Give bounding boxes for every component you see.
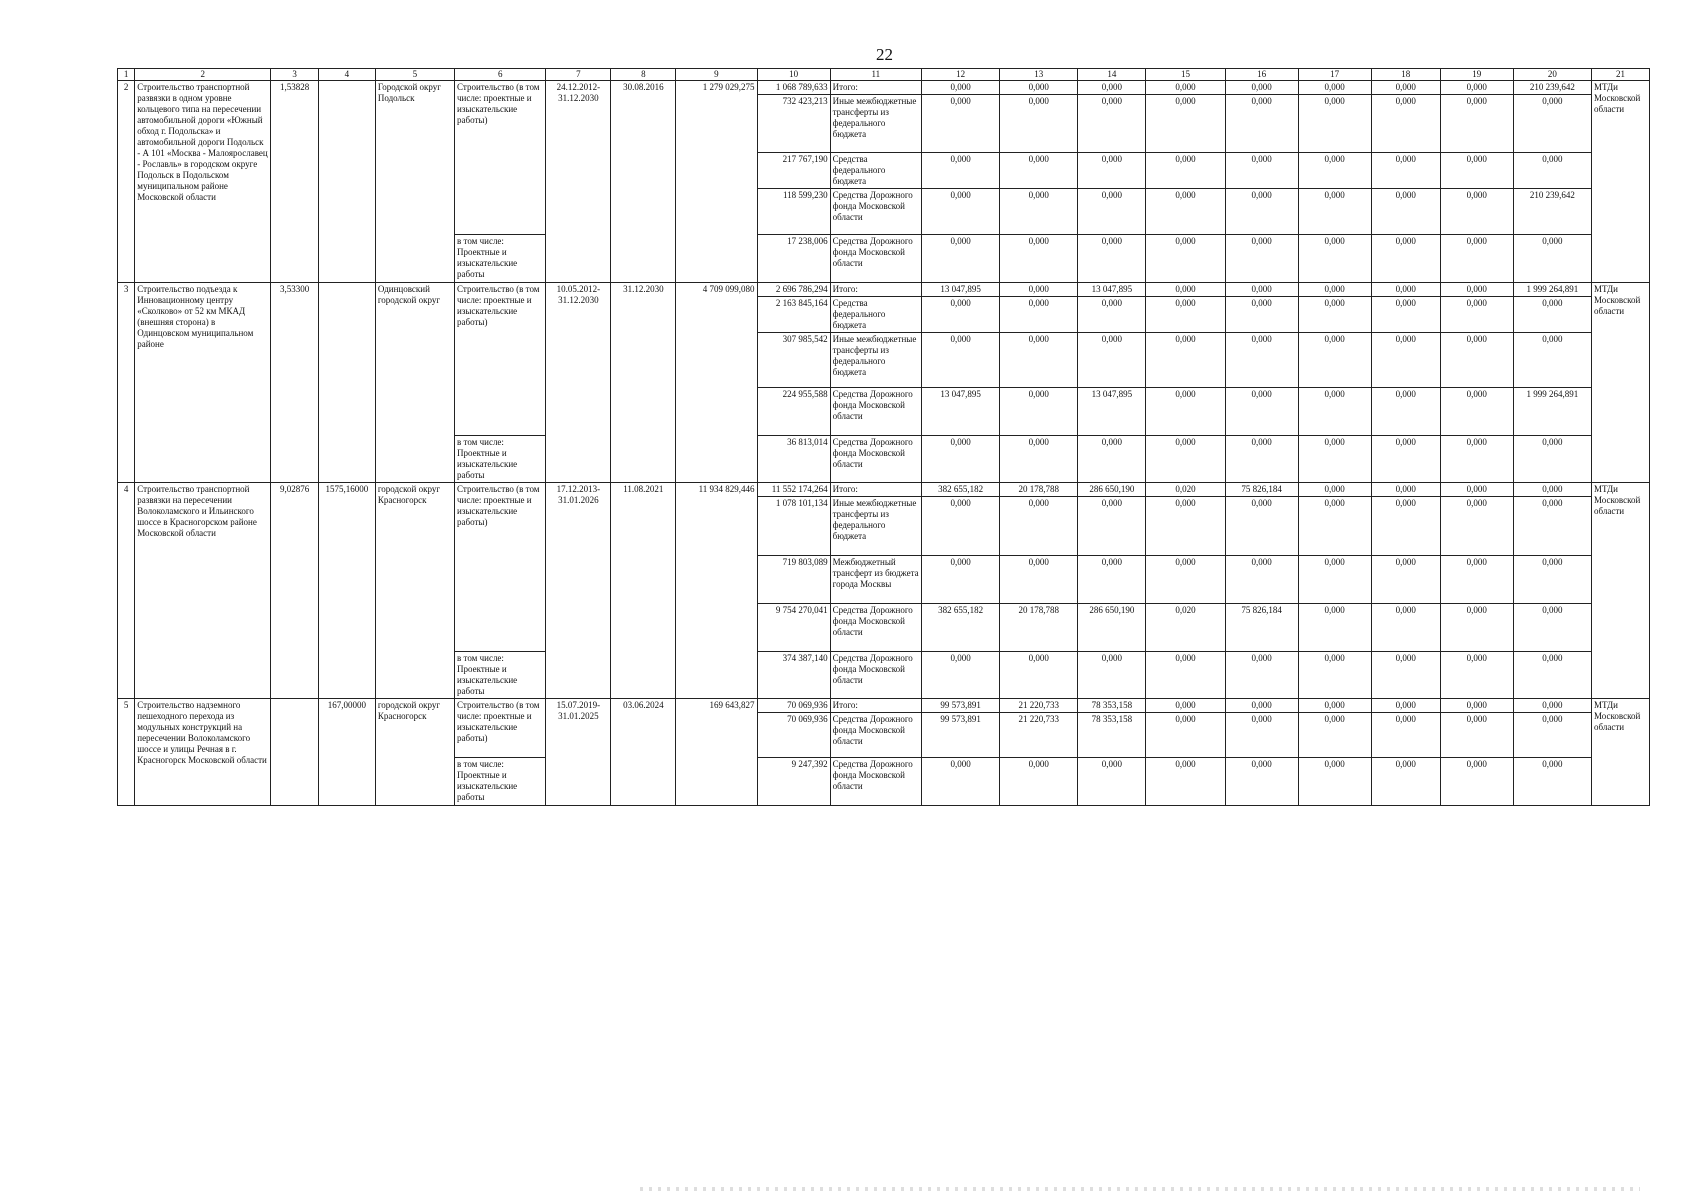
year-amount: 0,000 xyxy=(1146,333,1225,388)
year-amount: 0,000 xyxy=(1371,333,1440,388)
year-amount: 0,000 xyxy=(1440,483,1513,497)
funding-source: Итого: xyxy=(830,81,921,95)
funding-source: Средства федерального бюджета xyxy=(830,297,921,333)
year-amount: 0,000 xyxy=(1078,556,1146,604)
location: городской округ Красногорск xyxy=(375,483,454,699)
funding-source: Межбюджетный трансферт из бюджета города Москвы xyxy=(830,556,921,604)
year-amount: 210 239,642 xyxy=(1513,189,1591,235)
financed-amount: 11 552 174,264 xyxy=(757,483,830,497)
year-amount: 0,000 xyxy=(921,652,999,699)
year-amount: 0,000 xyxy=(1146,283,1225,297)
year-amount: 0,000 xyxy=(1371,436,1440,483)
column-number: 4 xyxy=(318,69,375,81)
year-amount: 0,000 xyxy=(1298,556,1371,604)
object-name: Строительство транспортной развязки в одном уровне кольцевого типа на пересечении автомобильной дороги «Южный обход г. Подольска» и автомобильной дороги Подольск - А 101 «Москва - Малоярославец - Рославль» в городском округе Подольск в Подольском муниципальном районе Московской области xyxy=(135,81,271,283)
year-amount: 0,000 xyxy=(1000,497,1078,556)
year-amount: 0,000 xyxy=(1371,283,1440,297)
year-amount: 0,000 xyxy=(1371,483,1440,497)
year-amount: 0,000 xyxy=(1513,497,1591,556)
year-amount: 0,000 xyxy=(1225,153,1298,189)
year-amount: 0,000 xyxy=(1225,283,1298,297)
year-amount: 0,000 xyxy=(1440,652,1513,699)
year-amount: 0,000 xyxy=(1440,153,1513,189)
funding-source: Иные межбюджетные трансферты из федерального бюджета xyxy=(830,333,921,388)
year-amount: 0,000 xyxy=(1440,297,1513,333)
year-amount: 0,000 xyxy=(1371,81,1440,95)
capacity-km xyxy=(271,699,319,806)
year-amount: 0,000 xyxy=(1000,556,1078,604)
capacity-km: 3,53300 xyxy=(271,283,319,483)
page-number: 22 xyxy=(876,45,893,64)
work-type-sub: в том числе: Проектные и изыскательские работы xyxy=(455,652,546,699)
year-amount: 13 047,895 xyxy=(921,283,999,297)
year-amount: 0,000 xyxy=(1146,699,1225,713)
year-amount: 0,000 xyxy=(921,556,999,604)
year-amount: 0,000 xyxy=(1225,333,1298,388)
year-amount: 0,000 xyxy=(1513,699,1591,713)
location: городской округ Красногорск xyxy=(375,699,454,806)
column-number: 9 xyxy=(676,69,757,81)
year-amount: 382 655,182 xyxy=(921,483,999,497)
year-amount: 0,000 xyxy=(1513,483,1591,497)
year-amount: 0,000 xyxy=(921,333,999,388)
year-amount: 0,000 xyxy=(1440,283,1513,297)
financed-amount: 224 955,588 xyxy=(757,388,830,436)
column-number: 15 xyxy=(1146,69,1225,81)
year-amount: 0,000 xyxy=(1371,652,1440,699)
year-amount: 0,000 xyxy=(1225,297,1298,333)
year-amount: 0,000 xyxy=(1513,556,1591,604)
year-amount: 0,000 xyxy=(1440,556,1513,604)
year-amount: 0,000 xyxy=(1513,652,1591,699)
year-amount: 0,020 xyxy=(1146,483,1225,497)
object-name: Строительство транспортной развязки на пересечении Волоколамского и Ильинского шоссе в Красногорском районе Московской области xyxy=(135,483,271,699)
year-amount: 0,000 xyxy=(1298,483,1371,497)
funding-source: Средства Дорожного фонда Московской области xyxy=(830,713,921,758)
year-amount: 0,000 xyxy=(1225,758,1298,806)
column-number: 14 xyxy=(1078,69,1146,81)
column-number: 10 xyxy=(757,69,830,81)
year-amount: 0,000 xyxy=(1513,95,1591,153)
year-amount: 0,000 xyxy=(1298,333,1371,388)
financed-amount: 36 813,014 xyxy=(757,436,830,483)
total-cost: 11 934 829,446 xyxy=(676,483,757,699)
funding-source: Иные межбюджетные трансферты из федерального бюджета xyxy=(830,95,921,153)
row-number: 4 xyxy=(118,483,135,699)
year-amount: 0,020 xyxy=(1146,604,1225,652)
capacity-m xyxy=(318,81,375,283)
responsible-body: МТДи Московской области xyxy=(1592,283,1650,483)
table-row xyxy=(118,81,1650,95)
year-amount: 0,000 xyxy=(1000,297,1078,333)
work-type: Строительство (в том числе: проектные и изыскательские работы) xyxy=(455,699,546,758)
year-amount: 0,000 xyxy=(1000,758,1078,806)
column-number: 11 xyxy=(830,69,921,81)
year-amount: 0,000 xyxy=(1371,189,1440,235)
year-amount: 0,000 xyxy=(1225,713,1298,758)
year-amount: 20 178,788 xyxy=(1000,604,1078,652)
column-number: 2 xyxy=(135,69,271,81)
year-amount: 0,000 xyxy=(1000,189,1078,235)
year-amount: 0,000 xyxy=(1078,333,1146,388)
year-amount: 0,000 xyxy=(1513,758,1591,806)
year-amount: 0,000 xyxy=(1371,758,1440,806)
year-amount: 0,000 xyxy=(1513,713,1591,758)
column-number-row xyxy=(118,69,1650,81)
column-number: 1 xyxy=(118,69,135,81)
funding-source: Средства Дорожного фонда Московской области xyxy=(830,758,921,806)
responsible-body: МТДи Московской области xyxy=(1592,699,1650,806)
financed-amount: 17 238,006 xyxy=(757,235,830,283)
year-amount: 0,000 xyxy=(1298,81,1371,95)
year-amount: 0,000 xyxy=(1146,297,1225,333)
funding-source: Средства Дорожного фонда Московской области xyxy=(830,189,921,235)
column-number: 12 xyxy=(921,69,999,81)
year-amount: 0,000 xyxy=(1225,189,1298,235)
year-amount: 382 655,182 xyxy=(921,604,999,652)
object-name: Строительство надземного пешеходного перехода из модульных конструкций на пересечении Волоколамского шоссе и улицы Речная в г. Красногорск Московской области xyxy=(135,699,271,806)
funding-source: Средства Дорожного фонда Московской области xyxy=(830,235,921,283)
year-amount: 0,000 xyxy=(1225,388,1298,436)
year-amount: 1 999 264,891 xyxy=(1513,388,1591,436)
financed-amount: 1 068 789,633 xyxy=(757,81,830,95)
column-number: 17 xyxy=(1298,69,1371,81)
funding-source: Средства Дорожного фонда Московской области xyxy=(830,652,921,699)
year-amount: 0,000 xyxy=(921,153,999,189)
work-period: 15.07.2019-31.01.2025 xyxy=(546,699,611,806)
capacity-m xyxy=(318,283,375,483)
financed-amount: 719 803,089 xyxy=(757,556,830,604)
year-amount: 0,000 xyxy=(1078,81,1146,95)
funding-source: Итого: xyxy=(830,699,921,713)
completion-date: 03.06.2024 xyxy=(611,699,676,806)
financed-amount: 9 247,392 xyxy=(757,758,830,806)
financed-amount: 2 163 845,164 xyxy=(757,297,830,333)
work-period: 10.05.2012-31.12.2030 xyxy=(546,283,611,483)
total-cost: 169 643,827 xyxy=(676,699,757,806)
responsible-body: МТДи Московской области xyxy=(1592,81,1650,283)
row-number: 3 xyxy=(118,283,135,483)
year-amount: 0,000 xyxy=(1298,189,1371,235)
column-number: 13 xyxy=(1000,69,1078,81)
year-amount: 0,000 xyxy=(1371,297,1440,333)
year-amount: 0,000 xyxy=(1298,699,1371,713)
year-amount: 0,000 xyxy=(1513,604,1591,652)
year-amount: 0,000 xyxy=(1146,388,1225,436)
year-amount: 0,000 xyxy=(1225,436,1298,483)
year-amount: 0,000 xyxy=(1371,713,1440,758)
year-amount: 0,000 xyxy=(1371,556,1440,604)
year-amount: 0,000 xyxy=(921,297,999,333)
year-amount: 0,000 xyxy=(1440,436,1513,483)
year-amount: 13 047,895 xyxy=(1078,283,1146,297)
year-amount: 0,000 xyxy=(1225,235,1298,283)
scan-artifact xyxy=(640,1187,1640,1191)
total-cost: 1 279 029,275 xyxy=(676,81,757,283)
year-amount: 0,000 xyxy=(1225,699,1298,713)
year-amount: 0,000 xyxy=(1078,95,1146,153)
row-number: 2 xyxy=(118,81,135,283)
year-amount: 0,000 xyxy=(1298,297,1371,333)
financed-amount: 1 078 101,134 xyxy=(757,497,830,556)
year-amount: 0,000 xyxy=(1298,283,1371,297)
year-amount: 13 047,895 xyxy=(1078,388,1146,436)
year-amount: 0,000 xyxy=(1225,81,1298,95)
row-number: 5 xyxy=(118,699,135,806)
year-amount: 0,000 xyxy=(1078,758,1146,806)
completion-date: 31.12.2030 xyxy=(611,283,676,483)
column-number: 5 xyxy=(375,69,454,81)
year-amount: 78 353,158 xyxy=(1078,699,1146,713)
year-amount: 0,000 xyxy=(1513,436,1591,483)
year-amount: 0,000 xyxy=(1000,81,1078,95)
column-number: 7 xyxy=(546,69,611,81)
year-amount: 0,000 xyxy=(1225,556,1298,604)
year-amount: 0,000 xyxy=(1000,95,1078,153)
year-amount: 0,000 xyxy=(1078,235,1146,283)
year-amount: 0,000 xyxy=(1371,153,1440,189)
year-amount: 0,000 xyxy=(1000,235,1078,283)
funding-source: Итого: xyxy=(830,283,921,297)
year-amount: 0,000 xyxy=(1440,758,1513,806)
year-amount: 0,000 xyxy=(1078,436,1146,483)
year-amount: 0,000 xyxy=(1298,235,1371,283)
year-amount: 0,000 xyxy=(1298,604,1371,652)
year-amount: 286 650,190 xyxy=(1078,483,1146,497)
investment-table xyxy=(117,68,1650,806)
capacity-m: 1575,16000 xyxy=(318,483,375,699)
funding-source: Итого: xyxy=(830,483,921,497)
location: Городской округ Подольск xyxy=(375,81,454,283)
work-type: Строительство (в том числе: проектные и изыскательские работы) xyxy=(455,81,546,235)
funding-source: Средства Дорожного фонда Московской области xyxy=(830,436,921,483)
year-amount: 0,000 xyxy=(1440,604,1513,652)
year-amount: 0,000 xyxy=(1371,95,1440,153)
year-amount: 0,000 xyxy=(1225,497,1298,556)
year-amount: 0,000 xyxy=(1440,95,1513,153)
work-period: 24.12.2012-31.12.2030 xyxy=(546,81,611,283)
year-amount: 0,000 xyxy=(1440,713,1513,758)
capacity-m: 167,00000 xyxy=(318,699,375,806)
completion-date: 11.08.2021 xyxy=(611,483,676,699)
year-amount: 0,000 xyxy=(921,497,999,556)
financed-amount: 70 069,936 xyxy=(757,699,830,713)
column-number: 3 xyxy=(271,69,319,81)
year-amount: 13 047,895 xyxy=(921,388,999,436)
year-amount: 0,000 xyxy=(1146,556,1225,604)
year-amount: 0,000 xyxy=(1146,758,1225,806)
year-amount: 0,000 xyxy=(1440,497,1513,556)
year-amount: 99 573,891 xyxy=(921,713,999,758)
year-amount: 0,000 xyxy=(921,81,999,95)
year-amount: 0,000 xyxy=(1146,95,1225,153)
year-amount: 0,000 xyxy=(921,189,999,235)
year-amount: 75 826,184 xyxy=(1225,483,1298,497)
work-type: Строительство (в том числе: проектные и изыскательские работы) xyxy=(455,283,546,436)
column-number: 21 xyxy=(1592,69,1650,81)
year-amount: 0,000 xyxy=(1146,153,1225,189)
year-amount: 0,000 xyxy=(1078,297,1146,333)
year-amount: 0,000 xyxy=(1000,333,1078,388)
capacity-km: 9,02876 xyxy=(271,483,319,699)
funding-source: Средства Дорожного фонда Московской области xyxy=(830,604,921,652)
column-number: 20 xyxy=(1513,69,1591,81)
year-amount: 0,000 xyxy=(1078,652,1146,699)
year-amount: 286 650,190 xyxy=(1078,604,1146,652)
year-amount: 0,000 xyxy=(1146,713,1225,758)
year-amount: 0,000 xyxy=(1513,235,1591,283)
year-amount: 210 239,642 xyxy=(1513,81,1591,95)
column-number: 6 xyxy=(455,69,546,81)
year-amount: 0,000 xyxy=(1078,497,1146,556)
year-amount: 0,000 xyxy=(1146,436,1225,483)
year-amount: 0,000 xyxy=(1000,652,1078,699)
location: Одинцовский городской округ xyxy=(375,283,454,483)
year-amount: 0,000 xyxy=(1146,652,1225,699)
funding-source: Средства Дорожного фонда Московской области xyxy=(830,388,921,436)
completion-date: 30.08.2016 xyxy=(611,81,676,283)
financed-amount: 732 423,213 xyxy=(757,95,830,153)
work-type-sub: в том числе: Проектные и изыскательские работы xyxy=(455,436,546,483)
year-amount: 0,000 xyxy=(921,758,999,806)
year-amount: 0,000 xyxy=(1440,189,1513,235)
year-amount: 78 353,158 xyxy=(1078,713,1146,758)
year-amount: 0,000 xyxy=(1146,497,1225,556)
financed-amount: 2 696 786,294 xyxy=(757,283,830,297)
work-type-sub: в том числе: Проектные и изыскательские работы xyxy=(455,758,546,806)
financed-amount: 70 069,936 xyxy=(757,713,830,758)
work-period: 17.12.2013-31.01.2026 xyxy=(546,483,611,699)
financed-amount: 217 767,190 xyxy=(757,153,830,189)
year-amount: 0,000 xyxy=(1146,235,1225,283)
year-amount: 0,000 xyxy=(1078,153,1146,189)
year-amount: 0,000 xyxy=(1371,604,1440,652)
total-cost: 4 709 099,080 xyxy=(676,283,757,483)
table-row xyxy=(118,483,1650,497)
year-amount: 0,000 xyxy=(1440,699,1513,713)
financed-amount: 118 599,230 xyxy=(757,189,830,235)
year-amount: 0,000 xyxy=(1440,333,1513,388)
year-amount: 0,000 xyxy=(1298,758,1371,806)
year-amount: 0,000 xyxy=(921,235,999,283)
funding-source: Иные межбюджетные трансферты из федерального бюджета xyxy=(830,497,921,556)
responsible-body: МТДи Московской области xyxy=(1592,483,1650,699)
column-number: 18 xyxy=(1371,69,1440,81)
year-amount: 0,000 xyxy=(1000,388,1078,436)
year-amount: 0,000 xyxy=(1513,153,1591,189)
year-amount: 0,000 xyxy=(1371,699,1440,713)
funding-source: Средства федерального бюджета xyxy=(830,153,921,189)
year-amount: 0,000 xyxy=(1513,297,1591,333)
year-amount: 21 220,733 xyxy=(1000,713,1078,758)
year-amount: 75 826,184 xyxy=(1225,604,1298,652)
financed-amount: 307 985,542 xyxy=(757,333,830,388)
year-amount: 0,000 xyxy=(1298,95,1371,153)
financed-amount: 374 387,140 xyxy=(757,652,830,699)
year-amount: 0,000 xyxy=(1146,81,1225,95)
year-amount: 0,000 xyxy=(1225,652,1298,699)
year-amount: 0,000 xyxy=(1371,497,1440,556)
year-amount: 0,000 xyxy=(921,436,999,483)
year-amount: 0,000 xyxy=(1298,388,1371,436)
year-amount: 1 999 264,891 xyxy=(1513,283,1591,297)
year-amount: 0,000 xyxy=(1298,436,1371,483)
year-amount: 0,000 xyxy=(1000,283,1078,297)
column-number: 19 xyxy=(1440,69,1513,81)
year-amount: 0,000 xyxy=(1146,189,1225,235)
year-amount: 0,000 xyxy=(1298,153,1371,189)
year-amount: 20 178,788 xyxy=(1000,483,1078,497)
year-amount: 0,000 xyxy=(1371,235,1440,283)
year-amount: 0,000 xyxy=(1513,333,1591,388)
year-amount: 0,000 xyxy=(1371,388,1440,436)
object-name: Строительство подъезда к Инновационному центру «Сколково» от 52 км МКАД (внешняя сторона) в Одинцовском муниципальном районе xyxy=(135,283,271,483)
column-number: 16 xyxy=(1225,69,1298,81)
capacity-km: 1,53828 xyxy=(271,81,319,283)
year-amount: 0,000 xyxy=(1000,153,1078,189)
year-amount: 99 573,891 xyxy=(921,699,999,713)
work-type-sub: в том числе: Проектные и изыскательские работы xyxy=(455,235,546,283)
year-amount: 0,000 xyxy=(1440,81,1513,95)
year-amount: 0,000 xyxy=(1225,95,1298,153)
year-amount: 0,000 xyxy=(1000,436,1078,483)
table-row xyxy=(118,283,1650,297)
year-amount: 0,000 xyxy=(921,95,999,153)
year-amount: 0,000 xyxy=(1298,497,1371,556)
year-amount: 21 220,733 xyxy=(1000,699,1078,713)
year-amount: 0,000 xyxy=(1298,652,1371,699)
work-type: Строительство (в том числе: проектные и изыскательские работы) xyxy=(455,483,546,652)
table-body xyxy=(118,69,1650,806)
financed-amount: 9 754 270,041 xyxy=(757,604,830,652)
year-amount: 0,000 xyxy=(1078,189,1146,235)
year-amount: 0,000 xyxy=(1298,713,1371,758)
table-row xyxy=(118,699,1650,713)
year-amount: 0,000 xyxy=(1440,388,1513,436)
year-amount: 0,000 xyxy=(1440,235,1513,283)
column-number: 8 xyxy=(611,69,676,81)
